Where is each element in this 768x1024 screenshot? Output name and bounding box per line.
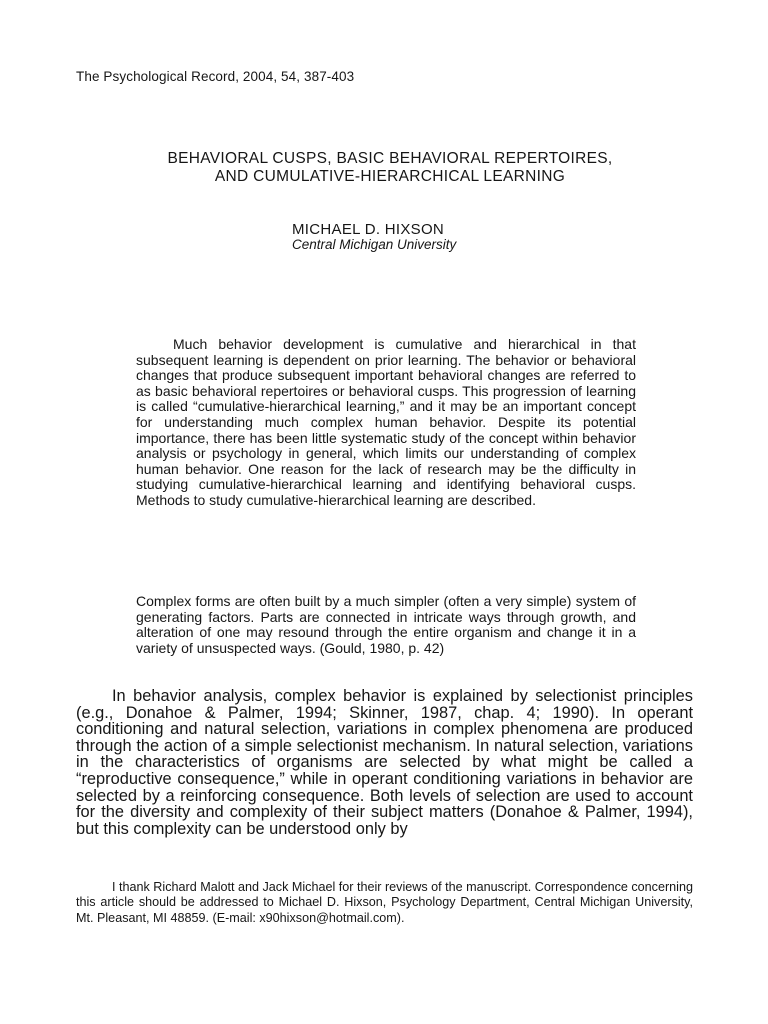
paper-title (60, 150, 720, 186)
author-affiliation: Central Michigan University (292, 237, 457, 252)
acknowledgment-footnote: I thank Richard Malott and Jack Michael for their reviews of the manuscript. Correspondence concerning this article should be addressed to Michael D. Hixson, Psychology Department, Central Michigan University, Mt. Pleasant, MI 48859. (E-mail: x90hixson@hotmail.com). (76, 880, 693, 925)
body-paragraph: In behavior analysis, complex behavior is explained by selectionist principles (e.g., Donahoe & Palmer, 1994; Skinner, 1987, chap. 4; 1990). In operant conditioning and natural selection, variations in complex phenomena are produced through the action of a simple selectionist mechanism. In natural selection, variations in the characteristics of organisms are selected by what might be called a “reproductive consequence,” while in operant conditioning variations in behavior are selected by a reinforcing consequence. Both levels of selection are used to account for the diversity and complexity of their subject matters (Donahoe & Palmer, 1994), but this complexity can be understood only by (76, 687, 693, 838)
title-line-1: BEHAVIORAL CUSPS, BASIC BEHAVIORAL REPERTOIRES, (167, 150, 613, 167)
journal-citation: The Psychological Record, 2004, 54, 387-403 (76, 69, 355, 84)
abstract: Much behavior development is cumulative and hierarchical in that subsequent learning is dependent on prior learning. The behavior or behavioral changes that produce subsequent important behavioral changes are referred to as basic behavioral repertoires or behavioral cusps. This progression of learning is called “cumulative-hierarchical learning,” and it may be an important concept for understanding much complex human behavior. Despite its potential importance, there has been little systematic study of the concept within behavior analysis or psychology in general, which limits our understanding of complex human behavior. One reason for the lack of research may be the difficulty in studying cumulative-hierarchical learning and identifying behavioral cusps. Methods to study cumulative-hierarchical learning are described. (136, 336, 636, 508)
epigraph-quote: Complex forms are often built by a much simpler (often a very simple) system of generating factors. Parts are connected in intricate ways through growth, and alteration of one may resound through the entire organism and change it in a variety of unsuspected ways. (Gould, 1980, p. 42) (136, 593, 636, 656)
title-line-2: AND CUMULATIVE-HIERARCHICAL LEARNING (214, 168, 566, 185)
author-name: MICHAEL D. HIXSON (292, 221, 445, 238)
